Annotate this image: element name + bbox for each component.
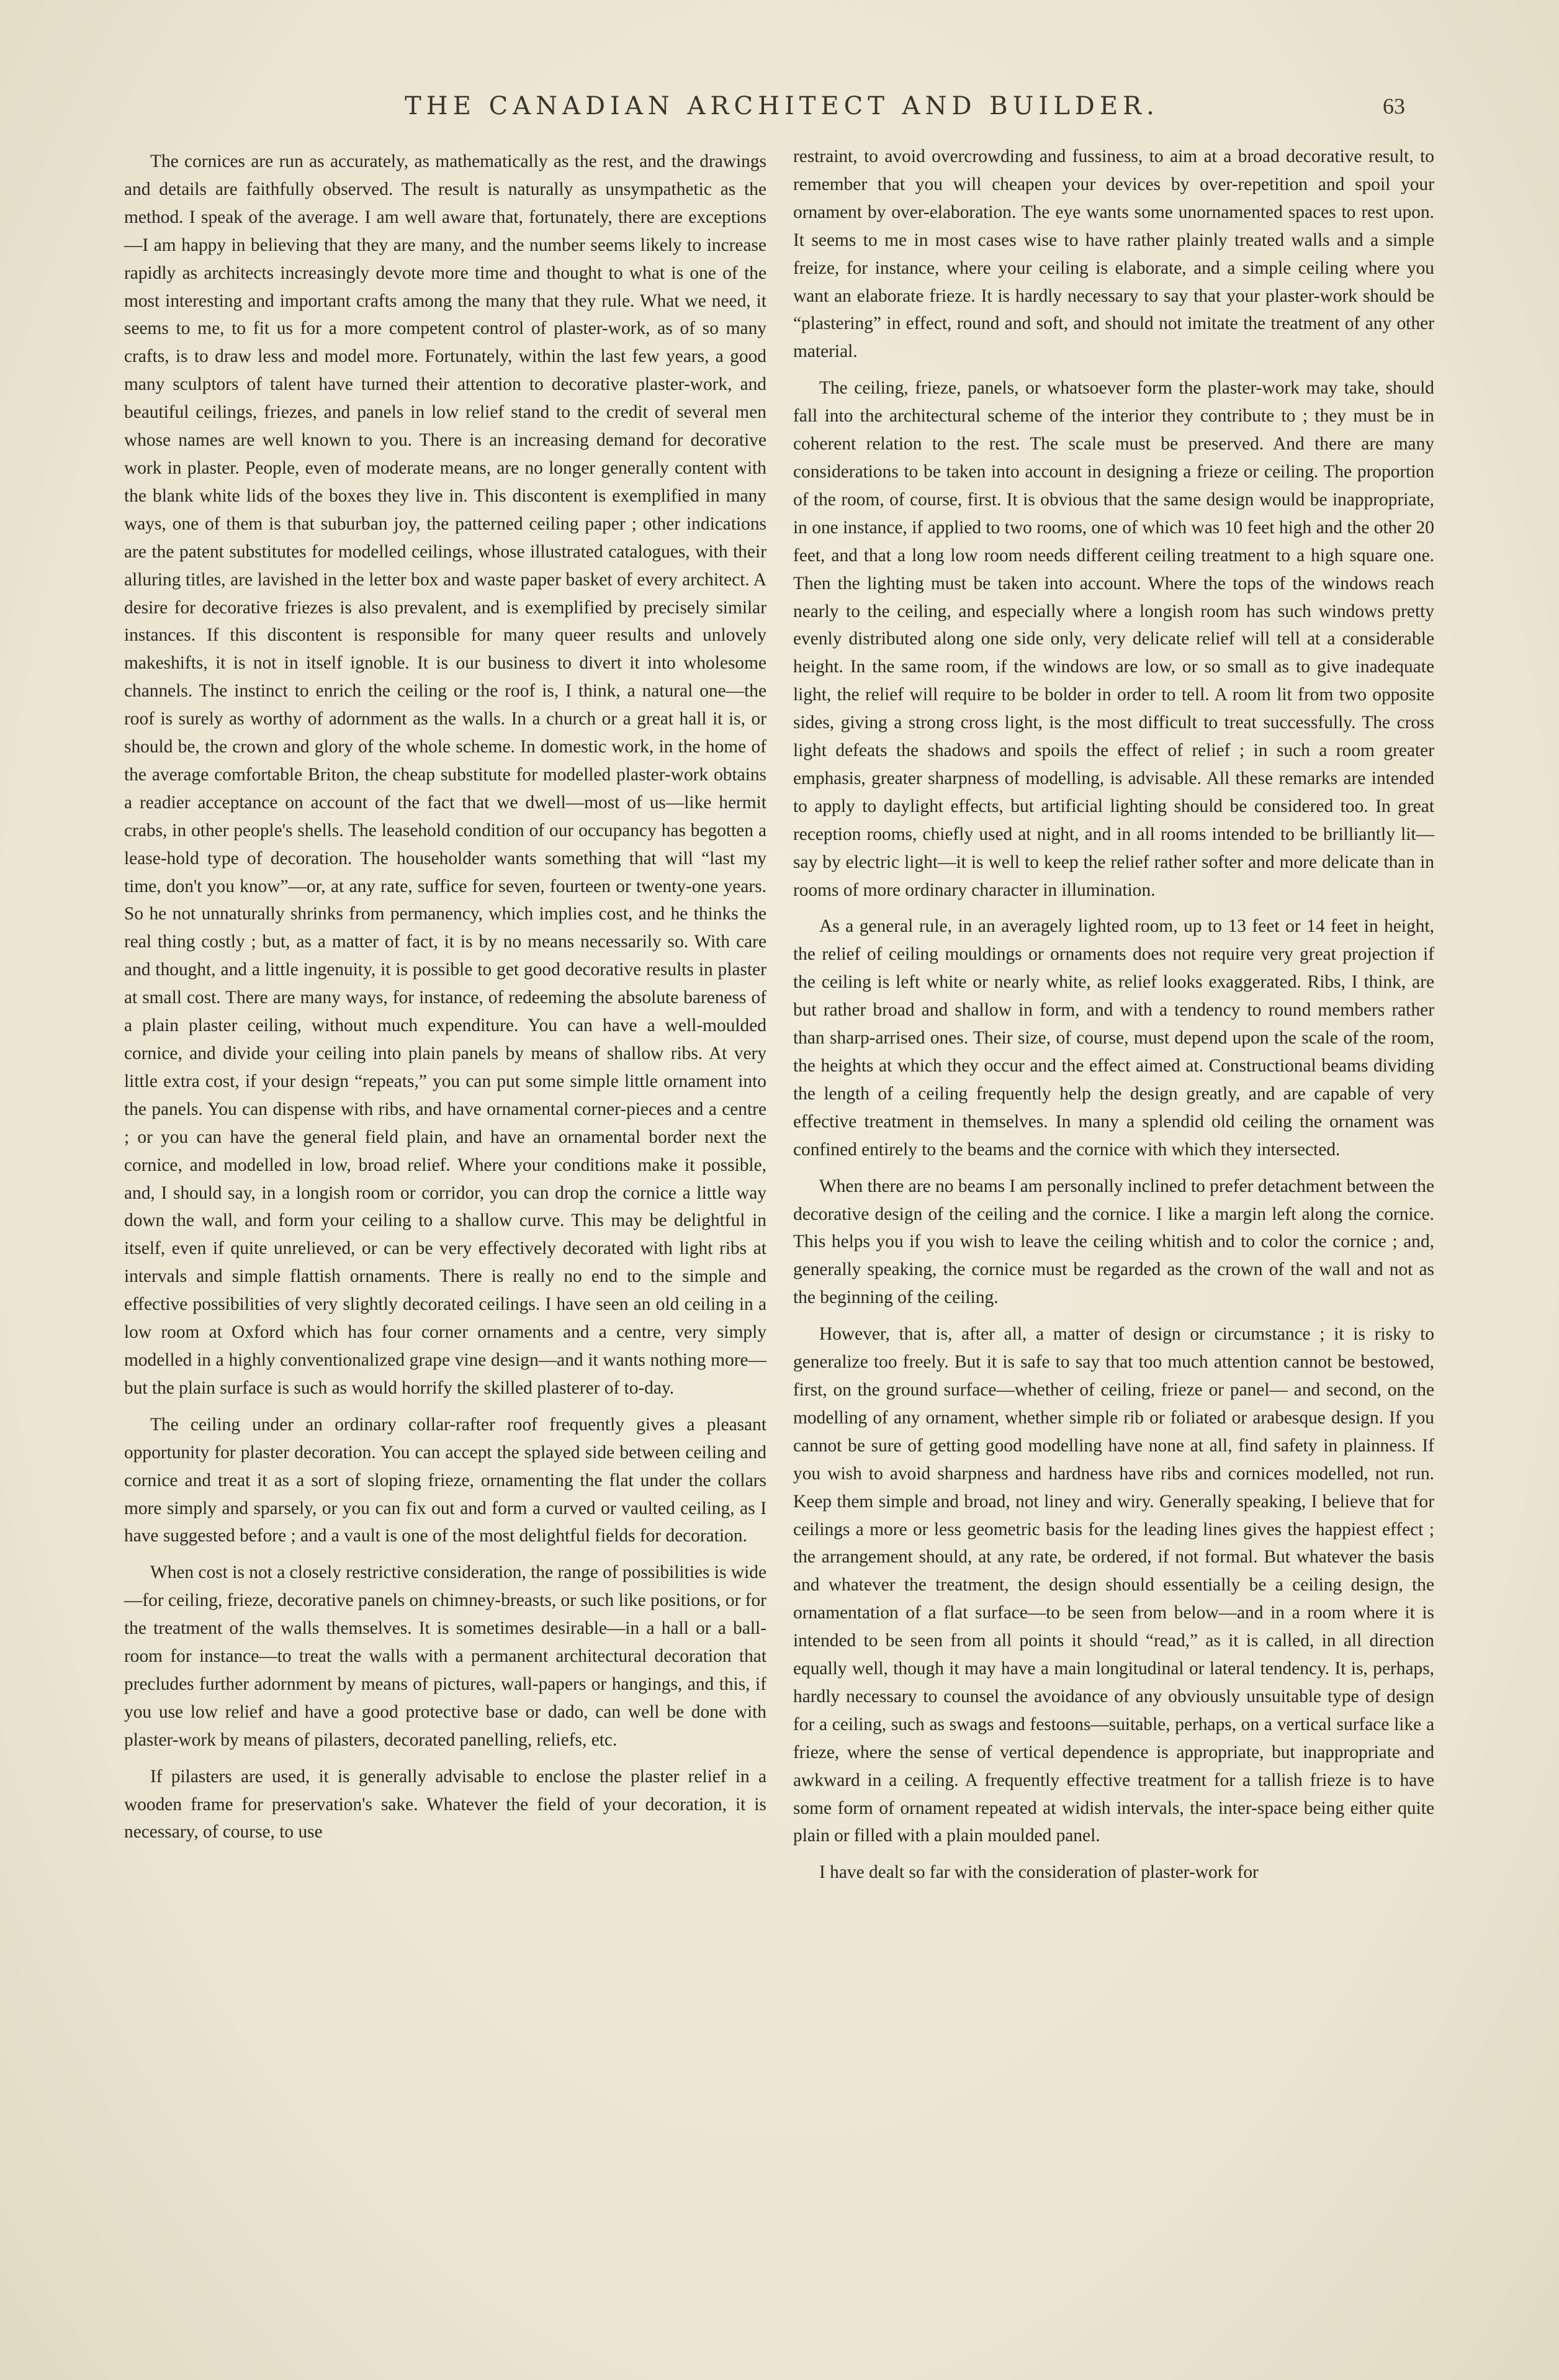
left-column xyxy=(124,148,766,1855)
paragraph: As a general rule, in an averagely lighted room, up to 13 feet or 14 feet in height, the relief of ceiling mouldings or ornaments does not require very great projection if the ceiling is left white or nearly white, as relief looks exaggerated. Ribs, I think, are but rather broad and shallow in form, and with a tendency to round members rather than sharp-arrised ones. Their size, of course, must depend upon the scale of the room, the heights at which they occur and the effect aimed at. Constructional beams dividing the length of a ceiling frequently help the design greatly, and are capable of very effective treatment in themselves. In many a splendid old ceiling the ornament was confined entirely to the beams and the cornice with which they intersected. xyxy=(793,916,1434,1160)
paragraph: The ceiling, frieze, panels, or whatsoever form the plaster-work may take, should fall into the architectural scheme of the interior they contribute to ; they must be in coherent relation to the rest. The scale must be preserved. And there are many considerations to be taken into account in designing a frieze or ceiling. The proportion of the room, of course, first. It is obvious that the same design would be inappropriate, in one instance, if applied to two rooms, one of which was 10 feet high and the other 20 feet, and that a long low room needs different ceiling treatment to a high square one. Then the lighting must be taken into account. Where the tops of the windows reach nearly to the ceiling, and especially where a longish room has such windows pretty evenly distributed along one side only, very delicate relief will tell at a considerable height. In the same room, if the windows are low, or so small as to give inadequate light, the relief will require to be bolder in order to tell. A room lit from two opposite sides, giving a strong cross light, is the most difficult to treat successfully. The cross light defeats the shadows and spoils the effect of relief ; in such a room greater emphasis, greater sharpness of modelling, is advisable. All these remarks are intended to apply to daylight effects, but artificial lighting should be considered too. In great reception rooms, chiefly used at night, and in all rooms intended to be brilliantly lit—say by electric light—it is well to keep the relief rather softer and more delicate than in rooms of more ordinary character in illumination. xyxy=(793,378,1434,900)
page-number: 63 xyxy=(1383,94,1405,119)
paragraph: The ceiling under an ordinary collar-rafter roof frequently gives a pleasant opportunity for plaster decoration. You can accept the splayed side between ceiling and cornice and treat it as a sort of sloping frieze, ornamenting the flat under the collars more simply and sparsely, or you can fix out and form a curved or vaulted ceiling, as I have suggested before ; and a vault is one of the most delightful fields for decoration. xyxy=(124,1414,766,1546)
paragraph: The cornices are run as accurately, as mathematically as the rest, and the drawings and details are faithfully observed. The result is naturally as unsympathetic as the method. I speak of the average. I am well aware that, fortunately, there are exceptions—I am happy in believing that they are many, and the number seems likely to increase rapidly as architects increasingly devote more time and thought to what is one of the most interesting and important crafts among the many that they rule. What we need, it seems to me, to fit us for a more competent control of plaster-work, as of so many crafts, is to draw less and model more. Fortunately, within the last few years, a good many sculptors of talent have turned their attention to decorative plaster-work, and beautiful ceilings, friezes, and panels in low relief stand to the credit of several men whose names are well known to you. There is an increasing demand for decorative work in plaster. People, even of moderate means, are no longer generally content with the blank white lids of the boxes they live in. This discontent is exemplified in many ways, one of them is that suburban joy, the patterned ceiling paper ; other indications are the patent substitutes for modelled ceilings, whose illustrated catalogues, with their alluring titles, are lavished in the letter box and waste paper basket of every architect. A desire for decorative friezes is also prevalent, and is exemplified by precisely similar instances. If this discontent is responsible for many queer results and unlovely makeshifts, it is not in itself ignoble. It is our business to divert it into wholesome channels. The instinct to enrich the ceiling or the roof is, I think, a natural one—the roof is surely as worthy of adornment as the walls. In a church or a great hall it is, or should be, the crown and glory of the whole scheme. In domestic work, in the home of the average comfortable Briton, the cheap substitute for modelled plaster-work obtains a readier acceptance on account of the fact that we dwell—most of us—like hermit crabs, in other people's shells. The leasehold condition of our occupancy has begotten a lease-hold type of decoration. The householder wants something that will “last my time, don't you know”—or, at any rate, suffice for seven, fourteen or twenty-one years. So he not unnaturally shrinks from permanency, which implies cost, and he thinks the real thing costly ; but, as a matter of fact, it is by no means necessarily so. With care and thought, and a little ingenuity, it is possible to get good decorative results in plaster at small cost. There are many ways, for instance, of redeeming the absolute bareness of a plain plaster ceiling, without much expenditure. You can have a well-moulded cornice, and divide your ceiling into plain panels by means of shallow ribs. At very little extra cost, if your design “repeats,” you can put some simple little ornament into the panels. You can dispense with ribs, and have ornamental corner-pieces and a centre ; or you can have the general field plain, and have an ornamental border next the cornice, and modelled in low, broad relief. Where your conditions make it possible, and, I should say, in a longish room or corridor, you can drop the cornice a little way down the wall, and form your ceiling to a shallow curve. This may be delightful in itself, even if quite unrelieved, or can be very effectively decorated with light ribs at intervals and simple flattish ornaments. There is really no end to the simple and effective possibilities of very slightly decorated ceilings. I have seen an old ceiling in a low room at Oxford which has four corner ornaments and a centre, very simply modelled in a highly conventionalized grape vine design—and it wants nothing more—but the plain surface is such as would horrify the skilled plasterer of to-day. xyxy=(124,151,766,1398)
paragraph: If pilasters are used, it is generally advisable to enclose the plaster relief in a wooden frame for preservation's sake. Whatever the field of your decoration, it is necessary, of course, to use xyxy=(124,1766,766,1842)
paragraph: However, that is, after all, a matter of design or circumstance ; it is risky to generalize too freely. But it is safe to say that too much attention cannot be bestowed, first, on the ground surface—whether of ceiling, frieze or panel— and second, on the modelling of any ornament, whether simple rib or foliated or arabesque design. If you cannot be sure of getting good modelling have none at all, find safety in plainness. If you wish to avoid sharpness and hardness have ribs and cornices modelled, not run. Keep them simple and broad, not liney and wiry. Generally speaking, I believe that for ceilings a more or less geometric basis for the leading lines gives the happiest effect ; the arrangement should, at any rate, be ordered, if not formal. But whatever the basis and whatever the treatment, the design should essentially be a ceiling design, the ornamentation of a flat surface—to be seen from below—and in a room where it is intended to be seen from all points it should “read,” as it is called, in all direction equally well, though it may have a main longitudinal or lateral tendency. It is, perhaps, hardly necessary to counsel the avoidance of any obviously unsuitable type of design for a ceiling, such as swags and festoons—suitable, perhaps, on a vertical surface like a frieze, where the sense of vertical dependence is appropriate, but inappropriate and awkward in a ceiling. A frequently effective treatment for a tallish frieze is to have some form of ornament repeated at widish intervals, the inter-space being either quite plain or filled with a plain moulded panel. xyxy=(793,1324,1434,1846)
page-header xyxy=(0,92,1559,129)
paragraph: When cost is not a closely restrictive consideration, the range of possibilities is wide—for ceiling, frieze, decorative panels on chimney-breasts, or such like positions, or for the treatment of the walls themselves. It is sometimes desirable—in a hall or a ball-room for instance—to treat the walls with a permanent architectural decoration that precludes further adornment by means of pictures, wall-papers or hangings, and this, if you use low relief and have a good protective base or dado, can well be done with plaster-work by means of pilasters, decorated panelling, reliefs, etc. xyxy=(124,1562,766,1750)
paragraph: restraint, to avoid overcrowding and fussiness, to aim at a broad decorative result, to remember that you will cheapen your devices by over-repetition and spoil your ornament by over-elaboration. The eye wants some unornamented spaces to rest upon. It seems to me in most cases wise to have rather plainly treated walls and a simple freize, for instance, where your ceiling is elaborate, and a simple ceiling where you want an elaborate frieze. It is hardly necessary to say that your plaster-work should be “plastering” in effect, round and soft, and should not imitate the treatment of any other material. xyxy=(793,146,1434,362)
right-column xyxy=(793,143,1434,1895)
running-title: THE CANADIAN ARCHITECT AND BUILDER. xyxy=(405,92,1159,120)
paragraph: When there are no beams I am personally inclined to prefer detachment between the decorative design of the ceiling and the cornice. I like a margin left along the cornice. This helps you if you wish to leave the ceiling whitish and to color the cornice ; and, generally speaking, the cornice must be regarded as the crown of the wall and not as the beginning of the ceiling. xyxy=(793,1176,1434,1308)
paragraph: I have dealt so far with the consideration of plaster-work for xyxy=(819,1862,1259,1883)
